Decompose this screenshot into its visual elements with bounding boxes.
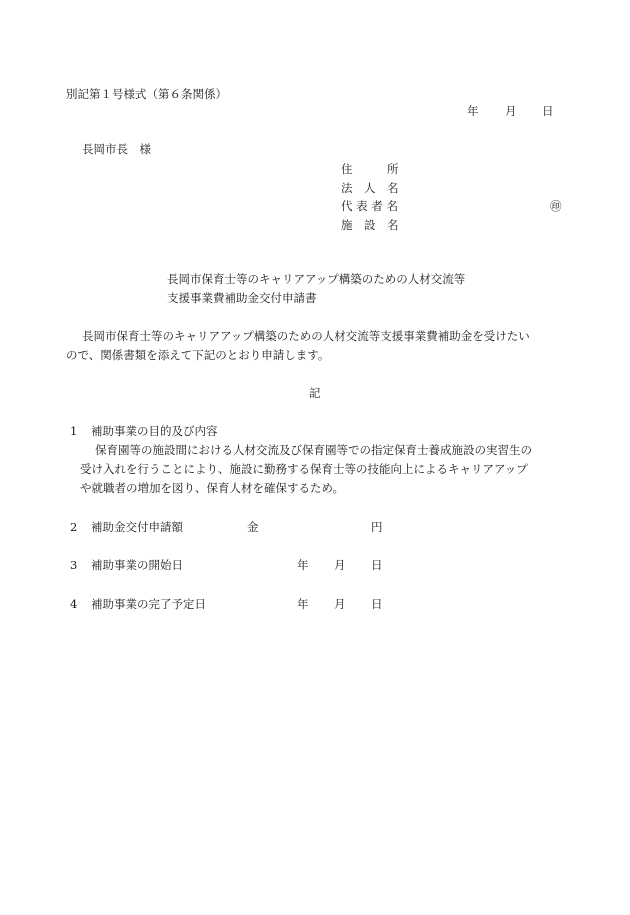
item1-number: 1	[70, 424, 78, 438]
item4-year: 年	[297, 597, 309, 611]
item3-year: 年	[297, 558, 309, 572]
item2-yen: 円	[371, 520, 383, 534]
form-number: 別記第１号様式（第６条関係）	[66, 87, 227, 101]
item3-label: 補助事業の開始日	[91, 558, 183, 572]
address-label: 住 所	[341, 162, 399, 176]
item3-month: 月	[334, 558, 346, 572]
facility-label: 施 設 名	[341, 218, 399, 232]
date-month-label: 月	[505, 104, 517, 118]
item1-desc-line2: 受け入れを行うことにより、施設に勤務する保育士等の技能向上によるキャリアアップ	[80, 462, 528, 476]
item4-day: 日	[371, 597, 383, 611]
item2-kin: 金	[247, 520, 259, 534]
addressee: 長岡市長 様	[82, 142, 151, 156]
date-year-label: 年	[467, 104, 479, 118]
item1-desc-line3: や就職者の増加を図り、保育人材を確保するため。	[80, 481, 345, 495]
seal-mark: ㊞	[550, 199, 562, 213]
corp-name-label: 法 人 名	[341, 181, 399, 195]
item2-label: 補助金交付申請額	[91, 520, 183, 534]
item1-desc-line1: 保育園等の施設間における人材交流及び保育園等での指定保育士養成施設の実習生の	[95, 443, 532, 457]
item4-month: 月	[334, 597, 346, 611]
body-text-line2: ので、関係書類を添えて下記のとおり申請します。	[66, 348, 330, 362]
ki-heading: 記	[309, 386, 321, 400]
representative-label: 代 表 者 名	[341, 199, 398, 213]
item2-number: 2	[70, 520, 78, 534]
document-title-line2: 支援事業費補助金交付申請書	[167, 291, 317, 305]
item1-label: 補助事業の目的及び内容	[91, 424, 218, 438]
item4-number: 4	[70, 597, 78, 611]
item3-day: 日	[371, 558, 383, 572]
item3-number: 3	[70, 558, 78, 572]
document-title-line1: 長岡市保育士等のキャリアアップ構築のための人材交流等	[167, 272, 466, 286]
item4-label: 補助事業の完了予定日	[91, 597, 206, 611]
date-day-label: 日	[542, 104, 554, 118]
body-text-line1: 長岡市保育士等のキャリアアップ構築のための人材交流等支援事業費補助金を受けたい	[82, 329, 530, 343]
